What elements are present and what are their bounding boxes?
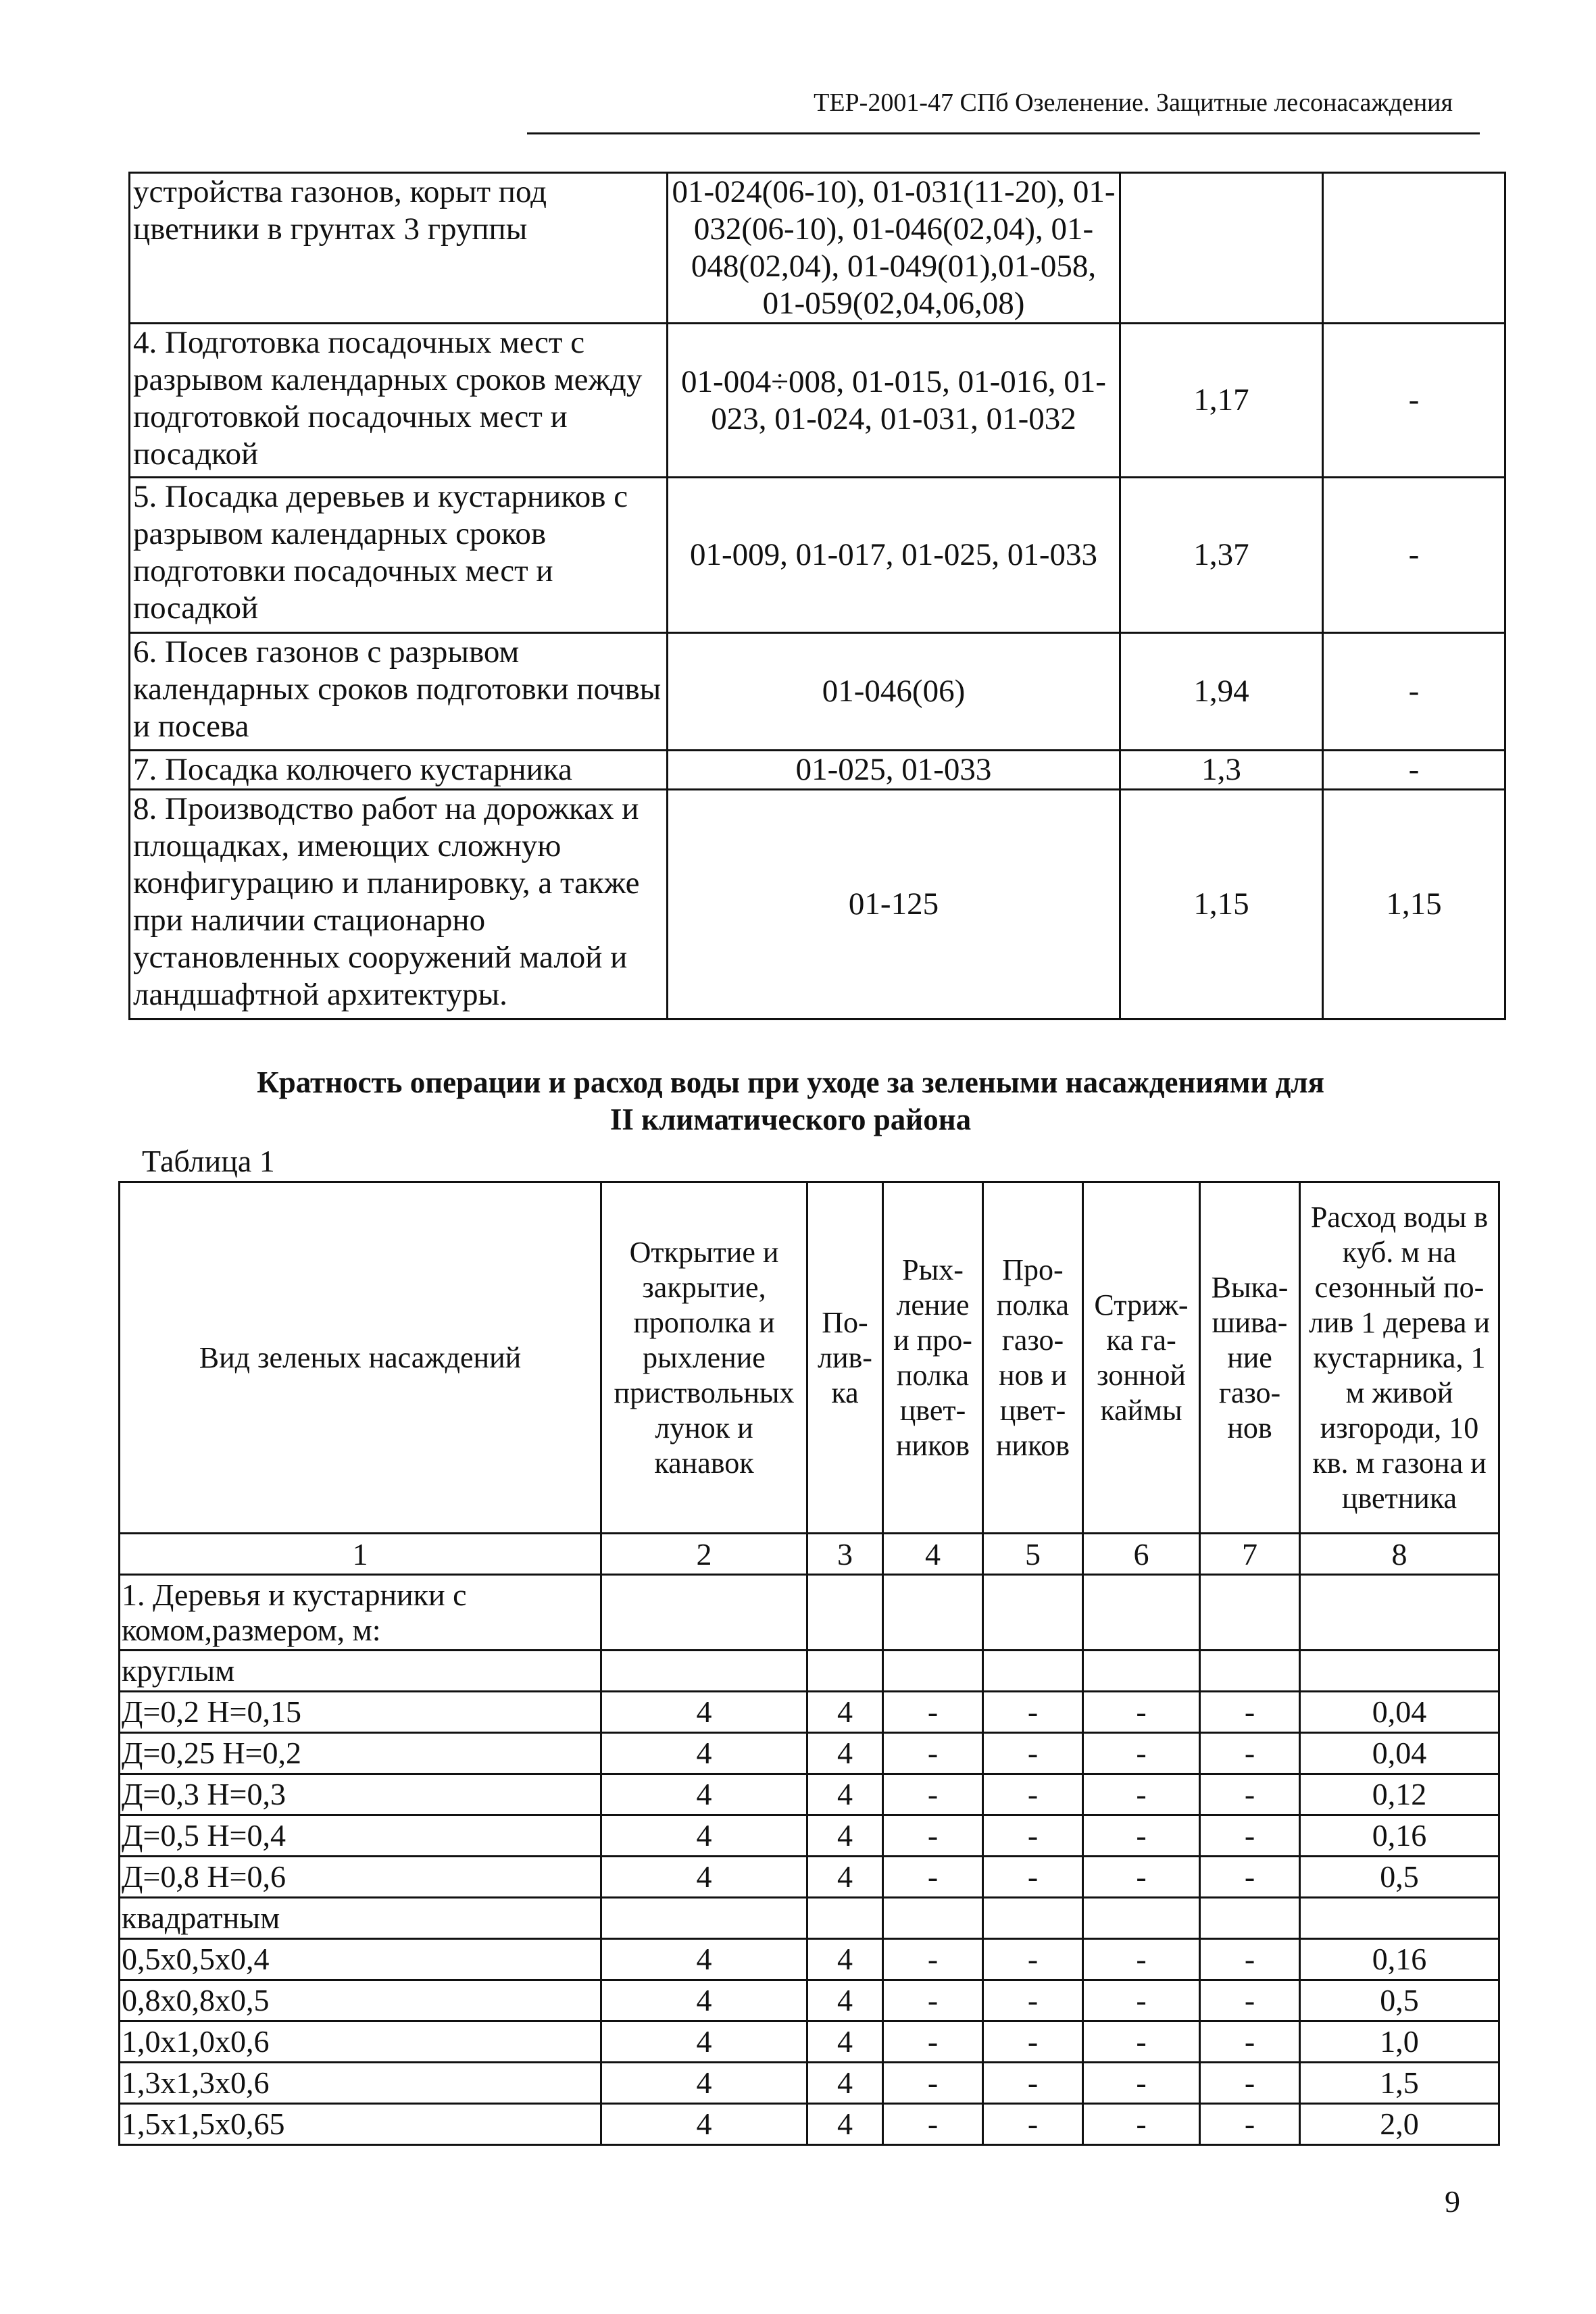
cell-loosening: - xyxy=(883,2021,983,2063)
cell-watering xyxy=(807,1651,883,1692)
cell-mowing: - xyxy=(1200,1939,1300,1980)
cell-water-use: 1,5 xyxy=(1300,2063,1499,2104)
col-header-type: Вид зеленых насаждений xyxy=(120,1182,601,1534)
header-row xyxy=(120,1182,1499,1534)
row-name: 1. Деревья и кустарники с комом,размером, м: xyxy=(120,1575,601,1651)
col-number: 6 xyxy=(1083,1534,1200,1575)
row-name: Д=0,25 Н=0,2 xyxy=(120,1733,601,1774)
cell-trimming: - xyxy=(1083,2021,1200,2063)
col-number: 7 xyxy=(1200,1534,1300,1575)
table-row xyxy=(130,633,1505,751)
table-row xyxy=(120,2063,1499,2104)
cell-mowing: - xyxy=(1200,1980,1300,2021)
cell-water-use: 0,04 xyxy=(1300,1692,1499,1733)
cell-mowing: - xyxy=(1200,1857,1300,1898)
row-coef-2: 1,15 xyxy=(1323,790,1505,1020)
cell-loosening: - xyxy=(883,1939,983,1980)
page-number: 9 xyxy=(1445,2184,1460,2219)
section-title-line-1: Кратность операции и расход воды при уходе за зелеными насаждениями для xyxy=(257,1065,1324,1099)
header-rule xyxy=(527,132,1480,134)
table-row xyxy=(120,1651,1499,1692)
row-description: 4. Подготовка посадочных мест с разрывом календарных сроков между подготовкой посадочных мест и посадкой xyxy=(130,324,668,478)
cell-watering: 4 xyxy=(807,1774,883,1815)
col-number: 1 xyxy=(120,1534,601,1575)
row-codes: 01-024(06-10), 01-031(11-20), 01-032(06-10), 01-046(02,04), 01-048(02,04), 01-049(01),01-058, 01-059(02,04,06,08) xyxy=(668,173,1120,324)
cell-weeding: - xyxy=(983,2021,1083,2063)
cell-mowing: - xyxy=(1200,1815,1300,1857)
row-description: 7. Посадка колючего кустарника xyxy=(130,751,668,790)
row-coef-2 xyxy=(1323,173,1505,324)
cell-mowing: - xyxy=(1200,2104,1300,2145)
row-coef-2: - xyxy=(1323,633,1505,751)
row-coef-2: - xyxy=(1323,751,1505,790)
cell-weeding xyxy=(983,1651,1083,1692)
cell-weeding: - xyxy=(983,1774,1083,1815)
row-name: квадратным xyxy=(120,1898,601,1939)
row-coef-2: - xyxy=(1323,478,1505,633)
cell-opening xyxy=(601,1898,807,1939)
cell-trimming: - xyxy=(1083,1939,1200,1980)
cell-watering: 4 xyxy=(807,2104,883,2145)
cell-trimming xyxy=(1083,1575,1200,1651)
col-header-watering: По-лив-ка xyxy=(807,1182,883,1534)
cell-watering: 4 xyxy=(807,1980,883,2021)
row-description: 8. Производство работ на дорожках и площадках, имеющих сложную конфигурацию и планировку, а также при наличии стационарно установленных сооружений малой и ландшафтной архитектуры. xyxy=(130,790,668,1020)
row-coef-1 xyxy=(1120,173,1323,324)
cell-trimming: - xyxy=(1083,1692,1200,1733)
table-row xyxy=(120,2104,1499,2145)
cell-opening: 4 xyxy=(601,1939,807,1980)
cell-mowing xyxy=(1200,1898,1300,1939)
row-name: 0,5х0,5х0,4 xyxy=(120,1939,601,1980)
table-row xyxy=(120,1898,1499,1939)
row-name: 1,5х1,5х0,65 xyxy=(120,2104,601,2145)
cell-weeding: - xyxy=(983,1692,1083,1733)
table-row xyxy=(120,1815,1499,1857)
cell-watering: 4 xyxy=(807,2063,883,2104)
cell-mowing: - xyxy=(1200,1774,1300,1815)
cell-watering xyxy=(807,1575,883,1651)
cell-watering: 4 xyxy=(807,2021,883,2063)
row-name: Д=0,5 Н=0,4 xyxy=(120,1815,601,1857)
cell-loosening: - xyxy=(883,2104,983,2145)
table-row xyxy=(130,751,1505,790)
col-number: 2 xyxy=(601,1534,807,1575)
cell-trimming xyxy=(1083,1898,1200,1939)
section-title-line-2: II климатического района xyxy=(609,1103,972,1136)
col-header-trimming: Стриж-ка га-зонной каймы xyxy=(1083,1182,1200,1534)
col-header-loosening: Рых-ление и про-полка цвет-ников xyxy=(883,1182,983,1534)
row-name: 1,3х1,3х0,6 xyxy=(120,2063,601,2104)
row-description: устройства газонов, корыт под цветники в грунтах 3 группы xyxy=(130,173,668,324)
cell-loosening: - xyxy=(883,1692,983,1733)
table-row xyxy=(130,790,1505,1020)
cell-water-use: 0,5 xyxy=(1300,1980,1499,2021)
watering-table xyxy=(118,1181,1500,2146)
cell-watering: 4 xyxy=(807,1857,883,1898)
col-number: 3 xyxy=(807,1534,883,1575)
row-name: 0,8х0,8х0,5 xyxy=(120,1980,601,2021)
coefficients-table xyxy=(128,172,1506,1020)
cell-trimming: - xyxy=(1083,1857,1200,1898)
cell-loosening: - xyxy=(883,1857,983,1898)
cell-water-use: 0,12 xyxy=(1300,1774,1499,1815)
cell-opening: 4 xyxy=(601,1815,807,1857)
cell-weeding: - xyxy=(983,1980,1083,2021)
cell-weeding: - xyxy=(983,1733,1083,1774)
row-description: 6. Посев газонов с разрывом календарных сроков подготовки почвы и посева xyxy=(130,633,668,751)
cell-mowing: - xyxy=(1200,1733,1300,1774)
cell-trimming: - xyxy=(1083,1733,1200,1774)
row-codes: 01-125 xyxy=(668,790,1120,1020)
table-row xyxy=(120,1980,1499,2021)
cell-opening xyxy=(601,1575,807,1651)
cell-water-use: 0,16 xyxy=(1300,1815,1499,1857)
column-number-row xyxy=(120,1534,1499,1575)
cell-loosening: - xyxy=(883,1815,983,1857)
cell-loosening: - xyxy=(883,1980,983,2021)
table-row xyxy=(120,1774,1499,1815)
cell-trimming: - xyxy=(1083,1774,1200,1815)
cell-mowing xyxy=(1200,1651,1300,1692)
row-description: 5. Посадка деревьев и кустарников с разрывом календарных сроков подготовки посадочных мест и посадкой xyxy=(130,478,668,633)
cell-opening: 4 xyxy=(601,2021,807,2063)
table-row xyxy=(130,173,1505,324)
cell-trimming xyxy=(1083,1651,1200,1692)
table-row xyxy=(120,1857,1499,1898)
row-name: круглым xyxy=(120,1651,601,1692)
section-title xyxy=(128,1064,1453,1138)
cell-opening: 4 xyxy=(601,1774,807,1815)
table-row xyxy=(120,1733,1499,1774)
cell-opening: 4 xyxy=(601,2104,807,2145)
cell-mowing xyxy=(1200,1575,1300,1651)
running-header: ТЕР-2001-47 СПб Озеленение. Защитные лесонасаждения xyxy=(814,89,1453,117)
cell-watering xyxy=(807,1898,883,1939)
cell-weeding: - xyxy=(983,1815,1083,1857)
cell-watering: 4 xyxy=(807,1733,883,1774)
row-name: Д=0,3 Н=0,3 xyxy=(120,1774,601,1815)
row-coef-1: 1,94 xyxy=(1120,633,1323,751)
row-codes: 01-004÷008, 01-015, 01-016, 01-023, 01-024, 01-031, 01-032 xyxy=(668,324,1120,478)
row-name: 1,0х1,0х0,6 xyxy=(120,2021,601,2063)
row-codes: 01-009, 01-017, 01-025, 01-033 xyxy=(668,478,1120,633)
cell-water-use xyxy=(1300,1898,1499,1939)
cell-trimming: - xyxy=(1083,1980,1200,2021)
table-row xyxy=(130,478,1505,633)
cell-loosening xyxy=(883,1651,983,1692)
cell-weeding: - xyxy=(983,1857,1083,1898)
row-coef-1: 1,15 xyxy=(1120,790,1323,1020)
cell-mowing: - xyxy=(1200,2021,1300,2063)
cell-loosening: - xyxy=(883,1733,983,1774)
col-number: 8 xyxy=(1300,1534,1499,1575)
cell-trimming: - xyxy=(1083,2104,1200,2145)
cell-water-use: 0,5 xyxy=(1300,1857,1499,1898)
cell-loosening: - xyxy=(883,1774,983,1815)
cell-water-use xyxy=(1300,1575,1499,1651)
row-coef-2: - xyxy=(1323,324,1505,478)
cell-opening: 4 xyxy=(601,1692,807,1733)
cell-mowing: - xyxy=(1200,2063,1300,2104)
cell-water-use: 0,04 xyxy=(1300,1733,1499,1774)
table-row xyxy=(130,324,1505,478)
cell-water-use: 0,16 xyxy=(1300,1939,1499,1980)
cell-watering: 4 xyxy=(807,1939,883,1980)
cell-weeding xyxy=(983,1575,1083,1651)
cell-trimming: - xyxy=(1083,1815,1200,1857)
cell-trimming: - xyxy=(1083,2063,1200,2104)
cell-water-use xyxy=(1300,1651,1499,1692)
cell-opening: 4 xyxy=(601,1733,807,1774)
cell-opening xyxy=(601,1651,807,1692)
cell-watering: 4 xyxy=(807,1692,883,1733)
table-body xyxy=(120,1575,1499,2145)
cell-opening: 4 xyxy=(601,1857,807,1898)
row-codes: 01-046(06) xyxy=(668,633,1120,751)
cell-weeding xyxy=(983,1898,1083,1939)
col-header-mowing: Выка-шива-ние газо-нов xyxy=(1200,1182,1300,1534)
cell-weeding: - xyxy=(983,2063,1083,2104)
table-row xyxy=(120,1939,1499,1980)
table-row xyxy=(120,2021,1499,2063)
table-row xyxy=(120,1692,1499,1733)
col-number: 4 xyxy=(883,1534,983,1575)
cell-weeding: - xyxy=(983,1939,1083,1980)
col-header-weeding: Про-полка газо-нов и цвет-ников xyxy=(983,1182,1083,1534)
row-codes: 01-025, 01-033 xyxy=(668,751,1120,790)
cell-water-use: 1,0 xyxy=(1300,2021,1499,2063)
row-coef-1: 1,3 xyxy=(1120,751,1323,790)
col-number: 5 xyxy=(983,1534,1083,1575)
row-name: Д=0,8 Н=0,6 xyxy=(120,1857,601,1898)
cell-weeding: - xyxy=(983,2104,1083,2145)
cell-opening: 4 xyxy=(601,1980,807,2021)
cell-loosening: - xyxy=(883,2063,983,2104)
cell-loosening xyxy=(883,1575,983,1651)
col-header-water-use: Расход воды в куб. м на сезонный по-лив 1 дерева и кустарника, 1 м живой изгороди, 10 кв. м газона и цветника xyxy=(1300,1182,1499,1534)
table-row xyxy=(120,1575,1499,1651)
row-coef-1: 1,17 xyxy=(1120,324,1323,478)
cell-loosening xyxy=(883,1898,983,1939)
cell-mowing: - xyxy=(1200,1692,1300,1733)
cell-opening: 4 xyxy=(601,2063,807,2104)
cell-water-use: 2,0 xyxy=(1300,2104,1499,2145)
col-header-opening: Открытие и закрытие, прополка и рыхление приствольных лунок и канавок xyxy=(601,1182,807,1534)
row-coef-1: 1,37 xyxy=(1120,478,1323,633)
table-caption: Таблица 1 xyxy=(142,1144,275,1178)
row-name: Д=0,2 Н=0,15 xyxy=(120,1692,601,1733)
cell-watering: 4 xyxy=(807,1815,883,1857)
